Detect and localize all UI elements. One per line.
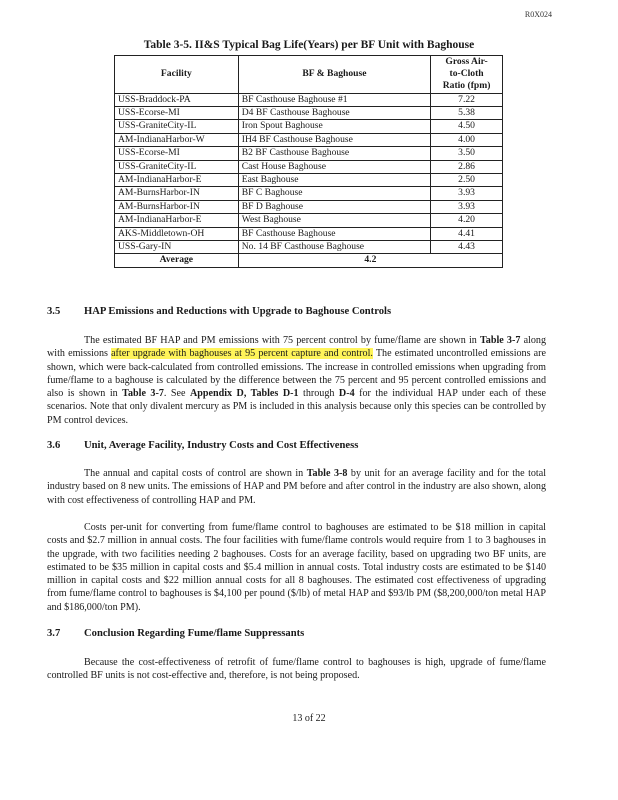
table-reference: Table 3-8 xyxy=(306,468,348,479)
baghouse-cell: West Baghouse xyxy=(238,214,430,227)
table-row xyxy=(115,174,503,187)
appendix-reference: Appendix D, Tables D-1 xyxy=(189,388,299,400)
facility-cell: AKS-Middletown-OH xyxy=(115,227,239,240)
table-row xyxy=(115,120,503,133)
ratio-cell: 4.20 xyxy=(431,214,503,227)
column-header-bf-baghouse: BF & Baghouse xyxy=(238,56,430,94)
average-label: Average xyxy=(115,254,239,267)
ratio-cell: 3.93 xyxy=(431,200,503,213)
table-row xyxy=(115,227,503,240)
text-run: through xyxy=(298,388,339,400)
baghouse-cell: Iron Spout Baghouse xyxy=(238,120,430,133)
ratio-cell: 4.50 xyxy=(431,120,503,133)
table-row xyxy=(115,200,503,213)
document-id: R0X024 xyxy=(524,10,552,19)
table-row xyxy=(115,187,503,200)
baghouse-cell: BF D Baghouse xyxy=(238,200,430,213)
paragraph-annual-costs xyxy=(47,467,546,507)
ratio-cell: 3.50 xyxy=(431,147,503,160)
facility-cell: AM-IndianaHarbor-E xyxy=(115,214,239,227)
text-run: for the individual HAP under each of these scenarios. Note that only divalent mercury as PM is included in this analysis because only this species can be controlled by PM control devices. xyxy=(47,388,547,426)
table-row xyxy=(115,93,503,106)
table-caption: Table 3-5. II&S Typical Bag Life(Years) per BF Unit with Baghouse xyxy=(143,39,475,51)
facility-cell: USS-Gary-IN xyxy=(115,241,239,254)
section-title: HAP Emissions and Reductions with Upgrade to Baghouse Controls xyxy=(84,306,392,317)
text-run: The estimated uncontrolled emissions are shown, which were back-calculated from controlled emissions. The increase in controlled emissions when upgrading from fume/flame to a baghouse is calculated by the difference between the 75 percent and 95 percent controlled emissions and also is shown in xyxy=(47,348,547,400)
highlighted-text: after upgrade with baghouses at 95 percent capture and control. xyxy=(111,348,373,360)
page-number: 13 of 22 xyxy=(292,713,326,724)
facility-cell: USS-GraniteCity-IL xyxy=(115,160,239,173)
facility-cell: USS-Ecorse-MI xyxy=(115,107,239,120)
facility-cell: AM-BurnsHarbor-IN xyxy=(115,187,239,200)
table-reference: Table 3-7 xyxy=(122,388,164,400)
baghouse-cell: IH4 BF Casthouse Baghouse xyxy=(238,133,430,146)
table-row xyxy=(115,107,503,120)
text-run: . See xyxy=(163,388,190,400)
ratio-cell: 4.43 xyxy=(431,241,503,254)
section-number: 3.5 xyxy=(47,306,61,317)
section-title: Unit, Average Facility, Industry Costs and Cost Effectiveness xyxy=(84,440,359,451)
section-number: 3.6 xyxy=(47,440,61,451)
facility-cell: AM-IndianaHarbor-E xyxy=(115,174,239,187)
ratio-header-line-1: Gross Air- xyxy=(445,56,488,67)
text-run: The annual and capital costs of control are shown in xyxy=(84,468,307,479)
section-heading-3-7 xyxy=(47,628,304,639)
baghouse-cell: D4 BF Casthouse Baghouse xyxy=(238,107,430,120)
baghouse-cell: East Baghouse xyxy=(238,174,430,187)
ratio-header-line-2: to-Cloth xyxy=(449,68,484,80)
baghouse-cell: BF Casthouse Baghouse #1 xyxy=(238,93,430,106)
table-row xyxy=(115,133,503,146)
table-row xyxy=(115,241,503,254)
section-title: Conclusion Regarding Fume/flame Suppressants xyxy=(84,628,305,639)
ratio-cell: 4.41 xyxy=(431,227,503,240)
text-run: The estimated BF HAP and PM emissions with 75 percent control by fume/flame are shown in xyxy=(84,335,480,346)
baghouse-cell: B2 BF Casthouse Baghouse xyxy=(238,147,430,160)
table-row xyxy=(115,160,503,173)
table-header-row xyxy=(115,56,503,94)
baghouse-cell: Cast House Baghouse xyxy=(238,160,430,173)
appendix-reference: D-4 xyxy=(338,388,355,400)
ratio-cell: 7.22 xyxy=(431,93,503,106)
ratio-cell: 3.93 xyxy=(431,187,503,200)
table-row xyxy=(115,147,503,160)
table-average-row xyxy=(115,254,503,267)
facility-cell: USS-Ecorse-MI xyxy=(115,147,239,160)
average-value: 4.2 xyxy=(238,254,502,267)
table-row xyxy=(115,214,503,227)
baghouse-cell: BF C Baghouse xyxy=(238,187,430,200)
section-heading-3-5 xyxy=(47,306,391,317)
text-run: along with emissions xyxy=(47,335,547,360)
facility-cell: USS-Braddock-PA xyxy=(115,93,239,106)
text-run: by unit for an average facility and for the total industry based on 8 new units. The emissions of HAP and PM before and after control in the industry are also shown, along with cost effectiveness of controlling HAP and PM. xyxy=(47,468,547,506)
table-reference: Table 3-7 xyxy=(479,335,521,346)
ratio-header-line-3: Ratio (fpm) xyxy=(442,80,491,92)
section-heading-3-6 xyxy=(47,440,358,451)
facility-cell: AM-BurnsHarbor-IN xyxy=(115,200,239,213)
baghouse-cell: BF Casthouse Baghouse xyxy=(238,227,430,240)
ratio-cell: 2.50 xyxy=(431,174,503,187)
facility-cell: USS-GraniteCity-IL xyxy=(115,120,239,133)
paragraph-hap-emissions xyxy=(47,334,546,427)
ratio-cell: 4.00 xyxy=(431,133,503,146)
paragraph-costs-per-unit: Costs per-unit for converting from fume/flame control to baghouses are estimated to be $18 million in capital costs and $2.7 million in annual costs. The four facilities with fume/flame controls would require from 1 to 3 baghouses in the upgrade, with two facilities needing 2 baghouses. Costs for an average facility, based on upgrading two BF units, are estimated to be $35 million in capital costs and $5.4 million in annual costs. Total industry costs are estimated to be $140 million in capital costs and $22 million annual costs for all 8 baghouses. The estimated cost effectiveness of upgrading from fume/flame control to baghouses is $4,100 per pound ($/lb) of metal HAP and $93/lb PM ($8,200,000/ton metal HAP and $186,000/ton PM). xyxy=(47,522,546,613)
column-header-facility: Facility xyxy=(115,56,239,94)
bag-life-table xyxy=(114,55,503,268)
ratio-cell: 2.86 xyxy=(431,160,503,173)
facility-cell: AM-IndianaHarbor-W xyxy=(115,133,239,146)
baghouse-cell: No. 14 BF Casthouse Baghouse xyxy=(238,241,430,254)
column-header-ratio xyxy=(431,56,503,94)
paragraph-conclusion: Because the cost-effectiveness of retrofit of fume/flame control to baghouses is high, upgrade of fume/flame controlled BF units is not cost-effective and, therefore, is not being proposed. xyxy=(47,657,546,682)
ratio-cell: 5.38 xyxy=(431,107,503,120)
section-number: 3.7 xyxy=(47,628,61,639)
